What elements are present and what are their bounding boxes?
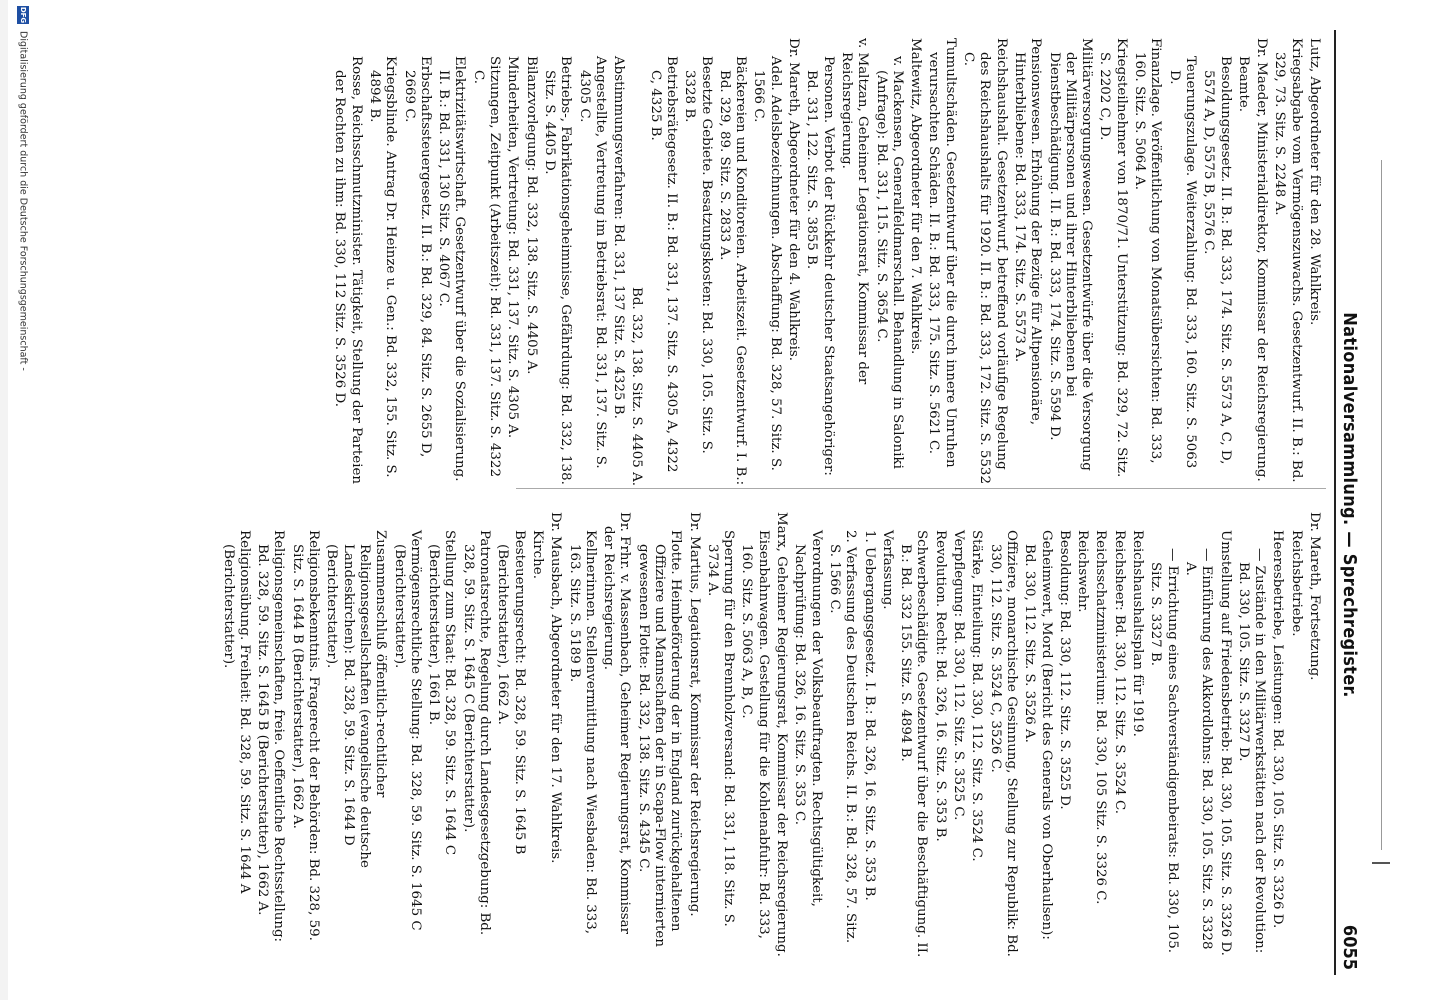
register-entry: Kriegsteilnehmer von 1870/71. Unterstützung: Bd. 329, 72. Sitz. S. 2202 C, D. [1097, 38, 1129, 478]
register-entry: Tumultschäden. Gesetzentwurf über die durch innere Unruhen verursachten Schäden. II. B.: Bd. 333, 175. Sitz. S. 5621 C. [926, 38, 958, 468]
register-entry: 2. Verfassung des Deutschen Reichs. II. B.: Bd. 328, 57. Sitz. S. 1566 C. [826, 530, 859, 944]
page-number: 6055 [1339, 924, 1360, 970]
register-entry: Bilanzvorlegung: Bd. 332, 138. Sitz. S. 4405 A. [523, 56, 539, 375]
running-title: Nationalversammlung. — Sprechregister. [1339, 312, 1360, 698]
register-entry: Militärversorgungswesen. Gesetzentwürfe über die Versorgung der Militärpersonen und ihrer Hinterbliebenen bei Dienstbeschädigung. II. B.: Bd. 333, 174. Sitz. S. 5594 D. [1046, 38, 1095, 471]
register-entry: Reichshaushaltsplan für 1919. [1130, 530, 1146, 737]
register-entry: Eisenbahnwagen. Gestellung für die Kohlenabfuhr: Bd. 333, 160. Sitz. S. 5063 A, B, C. [739, 530, 771, 939]
register-entry: Marx, Geheimer Regierungsrat, Kommissar der Reichsregierung. [774, 512, 790, 957]
register-entry: Revolution. Recht: Bd. 326, 16. Sitz. S. 353 B. [932, 530, 948, 842]
register-entry: Sitzungen, Zeitpunkt (Arbeitszeit): Bd. 331, 137. Sitz. S. 4322 C. [470, 56, 503, 477]
register-entry: Rosse, Reichsschmutzminister. Tätigkeit, Stellung der Parteien der Rechten zu ihm: Bd. 330, 112 Sitz. S. 3526 D. [332, 56, 364, 485]
register-entry: Reichsheer: Bd. 330, 112. Sitz. S. 3524 C. [1111, 530, 1127, 814]
register-entry: Stellung zum Staat: Bd. 328, 59. Sitz. S. 1644 C (Berichterstatter), 1661 B. [426, 530, 458, 856]
register-entry: Teuerungszulage. Weiterzahlung: Bd. 333, 160. Sitz. S. 5063 D. [1166, 56, 1198, 469]
register-entry: Minderheiten, Vertretung: Bd. 331, 137. Sitz. S. 4305 A. [505, 56, 521, 439]
register-entry: Kriegsblinde. Antrag Dr. Heinze u. Gen.: Bd. 332, 155. Sitz. S. 4894 B. [366, 56, 399, 478]
register-entry: Dr. Mausbach, Abgeordneter für den 17. Wahlkreis. [548, 512, 564, 864]
register-entry: Reichsbetriebe. [1288, 530, 1304, 637]
register-entry: Schwerbeschädigte. Gesetzentwurf über die Beschäftigung. II. B.: Bd. 332 155. Sitz. S. 4894 B. [898, 530, 930, 958]
register-entry: Vermögensrechtliche Stellung: Bd. 328, 59. Sitz. S. 1645 C (Berichterstatter). [391, 530, 423, 931]
register-entry: Patronatsrechte, Regelung durch Landesgesetzgebung: Bd. 328, 59. Sitz. S. 1645 C (Berichterstatter). [460, 530, 493, 936]
register-entry: Dr. Frhr. v. Massenbach, Geheimer Regierungsrat, Kommissar der Reichsregierung. [601, 512, 633, 935]
register-entry: Elektrizitätswirtschaft. Gesetzentwurf über die Sozialisierung. II. B.: Bd. 331, 130 Sitz. S. 4067 C. [436, 56, 468, 482]
register-entry: — Einführung des Akkordlohns: Bd. 330, 105. Sitz. S. 3328 A. [1182, 548, 1215, 950]
page-footer [11, 6, 29, 996]
register-entry: Reichsschatzministerium: Bd. 330, 105 Sitz. S. 3326 C. [1093, 530, 1109, 905]
register-entry: Sperrung für den Brennholzversand: Bd. 331, 118. Sitz. S. 3734 A. [704, 530, 737, 927]
register-entry: Dr. Mareth, Fortsetzung. [1307, 512, 1322, 681]
dfg-logo: DFG [19, 6, 27, 24]
register-entry: Dr. Martius, Legationsrat, Kommissar der Reichsregierung. [686, 512, 702, 917]
register-entry: Umstellung auf Friedensbetrieb: Bd. 330, 105. Sitz. S. 3326 D. [1217, 530, 1233, 956]
register-entry: Personen. Verbot der Rückkehr deutscher Staatsangehöriger: Bd. 331, 122. Sitz. S. 3855 B. [804, 56, 836, 476]
scan-mark [1372, 862, 1390, 864]
right-column [217, 512, 1322, 960]
register-entry: Bäckereien und Konditoreien. Arbeitszeit. Gesetzentwurf. I. B.: Bd. 329, 89. Sitz. S. 2833 A. [716, 56, 749, 486]
register-entry: Besoldung: Bd. 330, 112. Sitz. S. 3525 D. [1056, 530, 1072, 810]
register-entry: Verfassung. [879, 530, 895, 610]
register-entry: Verordnungen der Volksbeauftragten. Rechtsgültigkeit, Nachprüfung: Bd. 326, 16. Sitz. S. 353 C. [792, 530, 824, 907]
register-entry: Betriebs-, Fabrikationsgeheimnisse, Gefährdung: Bd. 332, 138. Sitz. S. 4405 D. [541, 56, 574, 485]
register-entry: v. Mackensen, Generalfeldmarschall. Behandlung in Saloniki (Anfrage): Bd. 331, 115. Sitz. S. 3654 C. [873, 56, 905, 469]
register-entry: 1. Uebergangsgesetz. I. B.: Bd. 326, 16. Sitz. S. 353 B. [861, 530, 877, 901]
column-divider [516, 488, 1326, 489]
register-entry: Kellnerinnen. Stellenvermittlung nach Wiesbaden: Bd. 333, 163. Sitz. S. 5189 B. [566, 530, 598, 935]
register-entry: Finanzlage. Veröffentlichung von Monatsübersichten: Bd. 333, 160. Sitz. S. 5064 A. [1132, 38, 1164, 464]
register-entry: — Zustände in den Militärwerkstätten nach der Revolution: Bd. 330, 105. Sitz. S. 3327 D. [1235, 548, 1268, 954]
register-entry: Angestellte, Vertretung im Betriebsrat: Bd. 331, 137. Sitz. S. 4305 C. [576, 56, 608, 469]
register-entry: Abstimmungsverfahren: Bd. 331, 137 Sitz. S. 4325 B. [611, 56, 627, 419]
register-entry: Flotte. Heimbeförderung der in England zurückgehaltenen Offiziere und Mannschaften der in Scapa-Flow internierten gewesenen Flotte: Bd. 332, 138. Sitz. S. 4345 C. [635, 530, 684, 947]
register-entry: Zusammenschluß öffentlich-rechtlicher Religionsgesellschaften (evangelische deutsche Landeskirchen): Bd. 328, 59. Sitz. S. 1644 D (Berichterstatter). [324, 530, 389, 868]
register-entry: Maltewitz, Abgeordneter für den 7. Wahlkreis. [908, 38, 924, 355]
register-entry: Besteuerungsrecht: Bd. 328, 59. Sitz. S. 1645 B (Berichterstatter), 1662 A. [495, 530, 527, 855]
register-entry: Reichshaushalt. Gesetzentwurf, betreffend vorläufige Regelung des Reichshaushalts für 1920. II. B.: Bd. 333, 172. Sitz. S. 5532 C. [961, 38, 1009, 484]
register-entry: Religionsübung. Freiheit: Bd. 328, 59. Sitz. S. 1644 A (Berichterstatter). [220, 530, 252, 894]
register-entry: Stärke, Einteilung: Bd. 330, 112. Sitz. S. 3524 C. [969, 530, 985, 862]
register-entry: Geheimwert, Mord (Bericht des Generals von Oberhaulsen): Bd. 330, 112. Sitz. S. 3526 A. [1022, 530, 1054, 940]
register-entry: Offiziere, monarchische Gesinnung, Stellung zur Republik: Bd. 330, 112. Sitz. S. 3524 C, 3526 C. [987, 530, 1019, 957]
header-rule [1334, 30, 1336, 975]
register-entry: Beamte. [1235, 56, 1251, 113]
register-entry: Erbschaftssteuergesetz. II. B.: Bd. 329, 84. Sitz. S. 2655 D, 2669 C. [401, 56, 433, 458]
register-entry: v. Maltzan, Geheimer Legationsrat, Kommissar der Reichsregierung. [838, 38, 871, 385]
register-entry: Bd. 332, 138. Sitz. S. 4405 A. [629, 287, 645, 486]
page-header [1334, 40, 1362, 970]
register-entry: Lutz, Abgeordneter für den 28. Wahlkreis. [1307, 38, 1322, 326]
register-entry: Verpflegung: Bd. 330, 112. Sitz. S. 3525 C. [951, 530, 967, 821]
register-entry: Religionsbekenntnis. Fragerecht der Behörden: Bd. 328, 59. Sitz. S. 1644 B (Berichterstatter), 1662 A. [289, 530, 322, 941]
register-entry: Kriegsabgabe vom Vermögenszuwachs. Gesetzentwurf. II. B.: Bd. 329, 73. Sitz. S. 2248 A. [1272, 38, 1304, 483]
register-entry: — Errichtung eines Sachverständigenbeirats: Bd. 330, 105. Sitz. S. 3327 B. [1148, 548, 1180, 953]
top-rule [1381, 160, 1382, 850]
register-entry: Heeresbetriebe, Leistungen: Bd. 330, 105. Sitz. S. 3326 D. [1270, 530, 1286, 929]
register-entry: Dr. Mareth, Abgeordneter für den 4. Wahlkreis. [786, 38, 802, 361]
left-column [329, 38, 1322, 486]
register-entry: Reichswehr. [1075, 530, 1091, 613]
register-entry: Religionsgemeinschaften, freie. Oeffentliche Rechtsstellung: Bd. 328, 59. Sitz. S. 1645 B (Berichterstatter), 1662 A. [255, 530, 287, 943]
footer-credit: Digitalisierung gefördert durch die Deutsche Forschungsgemeinschaft - [17, 31, 29, 371]
register-entry: Pensionswesen. Erhöhung der Bezüge für Altpensionäre, Hinterbliebene: Bd. 333, 174. Sitz. S. 5573 A. [1011, 38, 1044, 426]
register-entry: Kirche. [529, 530, 545, 579]
register-entry: Betriebsrätegesetz. II. B.: Bd. 331, 137. Sitz. S. 4305 A, 4322 C, 4325 B. [647, 56, 680, 473]
register-entry: Adel. Adelsbezeichnungen. Abschaffung: Bd. 328, 57. Sitz. S. 1566 C. [751, 56, 783, 471]
register-entry: Besetzte Gebiete. Besatzungskosten: Bd. 330, 105. Sitz. S. 3328 B. [682, 56, 714, 454]
register-entry: Besoldungsgesetz. II. B.: Bd. 333, 174. Sitz. S. 5573 A, C, D, 5574 A, D, 5575 B, 5576 C. [1201, 56, 1233, 465]
register-entry: Dr. Maeder, Ministerialdirektor, Kommissar der Reichsregierung. [1254, 38, 1270, 482]
